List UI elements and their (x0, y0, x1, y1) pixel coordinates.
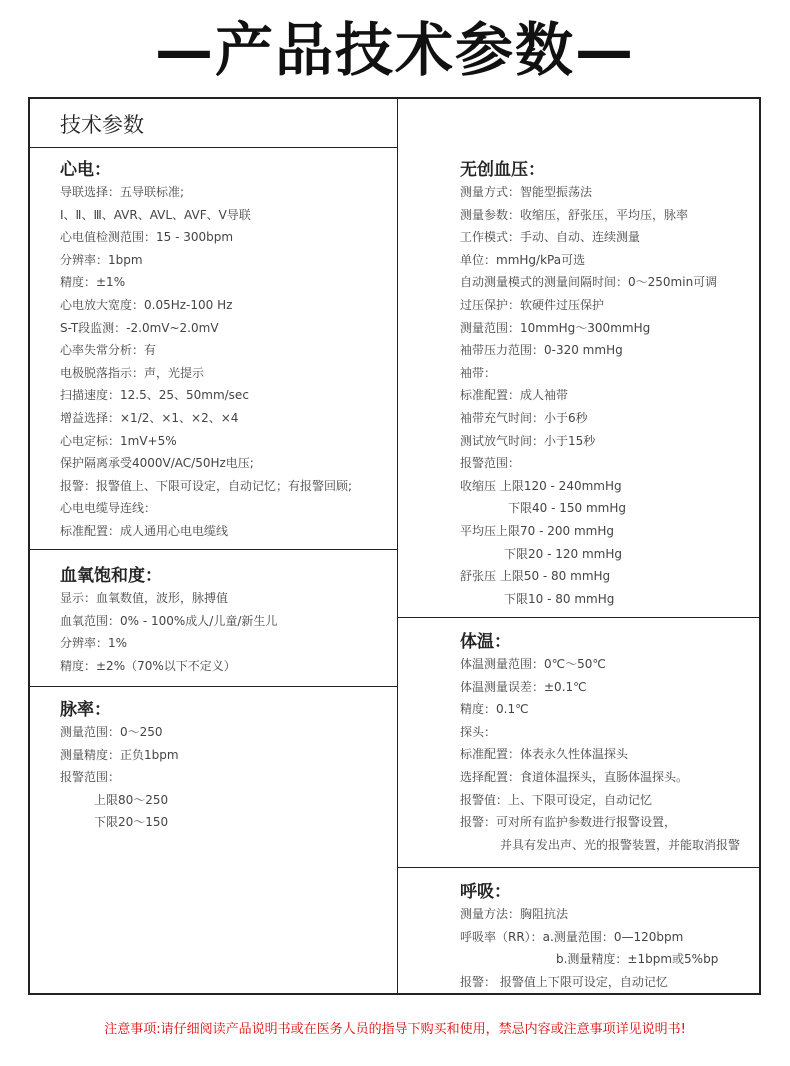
spec-line: 报警值：上、下限可设定，自动记忆 (460, 792, 653, 807)
spec-line: 分辨率：1bpm (60, 252, 143, 267)
row-divider (30, 686, 397, 687)
row-divider (30, 549, 397, 550)
spec-line: 导联选择：五导联标准; (60, 185, 185, 199)
spec-line: 报警范围： (460, 456, 521, 471)
spec-line: 标准配置：体表永久性体温探头 (460, 747, 629, 762)
spec-line: 增益选择：×1/2、×1、×2、×4 (60, 410, 239, 425)
spec-line: 上限80～250 (94, 792, 169, 807)
spec-line: 报警范围： (60, 770, 121, 785)
spec-line: Ⅰ、Ⅱ、Ⅲ、AVR、AVL、AVF、V导联 (60, 207, 251, 222)
table-heading: 技术参数 (60, 113, 144, 137)
spec-line: 报警：报警值上、下限可设定，自动记忆；有报警回顾; (60, 478, 353, 493)
spec-line: 心电放大宽度：0.05Hz-100 Hz (60, 297, 233, 312)
spec-line: b.测量精度：±1bpm或5%bp (556, 952, 719, 967)
spec-line: 测量范围：10mmHg～300mmHg (460, 320, 651, 335)
spec-line: 心电定标：1mV+5% (60, 433, 177, 448)
resp-section (460, 881, 718, 993)
spec-line: 保护隔离承受4000V/AC/50Hz电压; (60, 456, 254, 471)
spec-line: 血氧范围：0% - 100%成人/儿童/新生儿 (60, 613, 278, 628)
section-title: 心电： (60, 160, 111, 180)
spec-line: 下限40 - 150 mmHg (508, 501, 626, 516)
spec-line: 显示：血氧数值，波形，脉搏值 (60, 591, 229, 605)
spec-line: 平均压上限70 - 200 mmHg (460, 523, 614, 538)
spec-table (28, 97, 761, 995)
spec-line: 测量精度：正负1bpm (60, 747, 179, 762)
spec-line: 报警： 报警值上下限可设定，自动记忆 (460, 974, 668, 989)
spec-line: 测量方法：胸阻抗法 (460, 907, 569, 921)
spec-line: 测量方式：智能型振荡法 (460, 185, 593, 199)
spec-line: 过压保护：软硬件过压保护 (460, 297, 605, 312)
spec-line: 自动测量模式的测量间隔时间：0～250min可调 (460, 275, 718, 290)
spec-line: 分辨率：1% (60, 636, 128, 651)
spec-line: 心电电缆导连线： (60, 501, 157, 516)
notice-text: 注意事项:请仔细阅读产品说明书或在医务人员的指导下购买和使用，禁忌内容或注意事项详见说明书! (104, 1022, 686, 1037)
section-title: 呼吸： (460, 882, 511, 902)
section-title: 脉率： (60, 700, 111, 720)
spec-line: 并具有发出声、光的报警装置，并能取消报警 (500, 837, 741, 852)
spec-line: 心电值检测范围：15 - 300bpm (60, 230, 234, 245)
spec-line: S-T段监测：-2.0mV~2.0mV (60, 320, 219, 335)
spec-line: 精度：±1% (60, 275, 126, 290)
spec-line: 下限20～150 (94, 815, 169, 830)
spec-line: 呼吸率（RR）：a.测量范围：0—120bpm (460, 929, 684, 944)
section-title: 血氧饱和度： (60, 566, 162, 586)
spec-line: 标准配置：成人袖带 (460, 388, 569, 403)
spec-line: 探头： (460, 724, 497, 739)
spec-line: 体温测量误差：±0.1℃ (460, 679, 587, 694)
spec-line: 扫描速度：12.5、25、50mm/sec (60, 388, 249, 403)
row-divider (30, 147, 397, 148)
page-title: —产品技术参数— (154, 16, 635, 84)
spec-line: 袖带压力范围：0-320 mmHg (460, 343, 623, 358)
spec-line: 收缩压 上限120 - 240mmHg (460, 478, 622, 493)
temp-section (460, 631, 740, 856)
spec-line: 袖带： (460, 365, 497, 380)
section-title: 体温： (460, 632, 511, 652)
section-title: 无创血压： (460, 160, 545, 180)
spec-line: 电极脱落指示：声，光提示 (60, 365, 205, 380)
nibp-section (460, 159, 717, 610)
spec-line: 测量参数：收缩压，舒张压，平均压，脉率 (460, 207, 689, 222)
spec-line: 工作模式：手动、自动、连续测量 (460, 230, 641, 245)
spec-line: 测量范围：0～250 (60, 725, 163, 739)
pulse-section (60, 699, 179, 834)
spec-line: 心率失常分析：有 (60, 343, 157, 358)
table-heading-cell (60, 111, 144, 139)
spec-line: 舒张压 上限50 - 80 mmHg (460, 569, 611, 584)
row-divider (397, 617, 761, 618)
spec-line: 精度：±2%（70%以下不定义） (60, 658, 236, 673)
spec-line: 测试放气时间：小于15秒 (460, 433, 596, 448)
spec-line: 选择配置：食道体温探头，直肠体温探头。 (460, 769, 689, 784)
spec-line: 单位：mmHg/kPa可选 (460, 252, 586, 267)
spec-line: 下限20 - 120 mmHg (504, 546, 622, 561)
row-divider (397, 867, 761, 868)
spo2-section (60, 565, 277, 677)
spec-line: 报警：可对所有监护参数进行报警设置， (460, 815, 677, 830)
column-divider (397, 99, 398, 993)
ecg-section (60, 159, 352, 543)
spec-line: 精度：0.1℃ (460, 702, 529, 717)
spec-line: 体温测量范围：0℃～50℃ (460, 657, 606, 671)
spec-line: 袖带充气时间：小于6秒 (460, 410, 588, 425)
spec-line: 下限10 - 80 mmHg (504, 591, 615, 606)
spec-line: 标准配置：成人通用心电电缆线 (60, 523, 229, 538)
